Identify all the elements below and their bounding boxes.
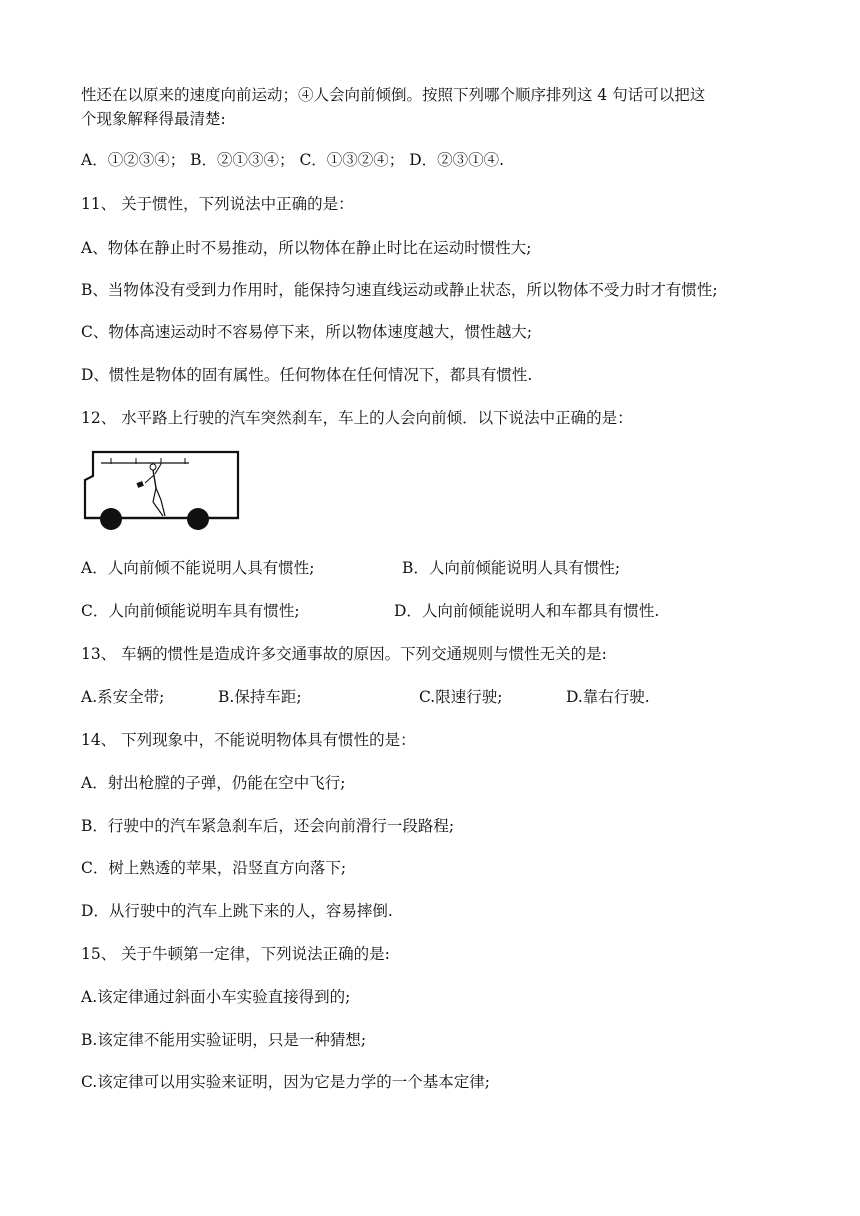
q12-option-c: C．人向前倾能说明车具有惯性;: [81, 602, 300, 620]
q11-option-a: A、物体在静止时不易推动，所以物体在静止时比在运动时惯性大;: [81, 239, 532, 257]
q12-option-d: D．人向前倾能说明人和车都具有惯性.: [394, 602, 660, 620]
q12-option-a: A．人向前倾不能说明人具有惯性;: [81, 559, 315, 577]
q13-option-a: A.系安全带;: [81, 688, 165, 706]
q11-option-b: B、当物体没有受到力作用时，能保持匀速直线运动或静止状态，所以物体不受力时才有惯性;: [81, 281, 718, 299]
bus-braking-figure: [81, 448, 241, 534]
q14-option-a: A．射出枪膛的子弹，仍能在空中飞行;: [81, 774, 346, 792]
q12-option-b: B．人向前倾能说明人具有惯性;: [402, 559, 621, 577]
q15-option-c: C.该定律可以用实验来证明，因为它是力学的一个基本定律;: [81, 1073, 490, 1091]
intro-line-1: 性还在以原来的速度向前运动；④人会向前倾倒。按照下列哪个顺序排列这 4 句话可以把这: [81, 86, 706, 104]
q12-stem: 12、 水平路上行驶的汽车突然刹车，车上的人会向前倾．以下说法中正确的是：: [81, 409, 633, 427]
q11-option-d: D、惯性是物体的固有属性。任何物体在任何情况下，都具有惯性.: [81, 366, 533, 384]
q14-option-d: D．从行驶中的汽车上跳下来的人，容易摔倒.: [81, 902, 393, 920]
q13-option-c: C.限速行驶;: [419, 688, 503, 706]
q14-option-c: C．树上熟透的苹果，沿竖直方向落下;: [81, 859, 347, 877]
q15-option-b: B.该定律不能用实验证明，只是一种猜想;: [81, 1031, 367, 1049]
q15-stem: 15、 关于牛顿第一定律，下列说法正确的是:: [81, 945, 390, 963]
q14-stem: 14、 下列现象中，不能说明物体具有惯性的是：: [81, 731, 416, 749]
q15-option-a: A.该定律通过斜面小车实验直接得到的;: [81, 988, 351, 1006]
q13-option-b: B.保持车距;: [218, 688, 302, 706]
q13-stem: 13、 车辆的惯性是造成许多交通事故的原因。下列交通规则与惯性无关的是:: [81, 645, 607, 663]
q11-option-c: C、物体高速运动时不容易停下来，所以物体速度越大，惯性越大;: [81, 323, 533, 341]
q14-option-b: B．行驶中的汽车紧急刹车后，还会向前滑行一段路程;: [81, 817, 455, 835]
q10-options: A．①②③④； B．②①③④； C．①③②④； D．②③①④.: [81, 151, 505, 169]
q11-stem: 11、 关于惯性，下列说法中正确的是：: [81, 195, 354, 213]
intro-line-2: 个现象解释得最清楚:: [81, 110, 226, 128]
q13-option-d: D.靠右行驶.: [566, 688, 650, 706]
